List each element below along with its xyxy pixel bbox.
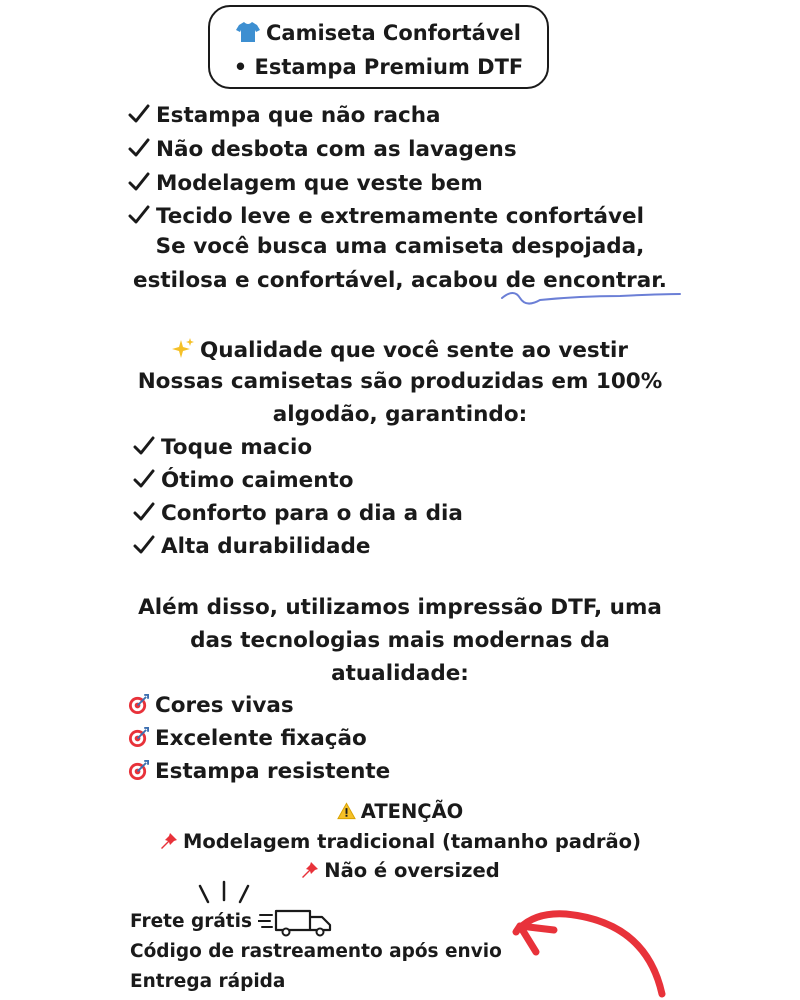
- target-icon: [128, 760, 149, 781]
- checkmark-icon: [128, 104, 150, 124]
- benefit-label: Tecido leve e extremamente confortável: [156, 204, 645, 229]
- underline-squiggle: [500, 282, 685, 312]
- quality-heading-text: Qualidade que você sente ao vestir: [200, 338, 628, 363]
- title-line-1: [210, 21, 547, 45]
- benefit-item: [128, 104, 441, 127]
- checkmark-icon: [128, 205, 150, 225]
- quality-line-1: Nossas camisetas são produzidas em 100%: [137, 369, 663, 394]
- benefit-label: Não desbota com as lavagens: [156, 137, 517, 162]
- checkmark-icon: [133, 502, 155, 522]
- shipping-item-label: Entrega rápida: [130, 971, 286, 992]
- shipping-item-label: Frete grátis: [130, 911, 253, 932]
- checkmark-icon: [128, 172, 150, 192]
- title-box: [208, 5, 549, 89]
- benefit-item: [128, 172, 483, 195]
- target-icon: [128, 727, 149, 748]
- delivery-truck-icon: [258, 906, 334, 938]
- quality-item: [133, 469, 354, 492]
- shipping-item-label: Código de rastreamento após envio: [130, 941, 502, 962]
- checkmark-icon: [133, 535, 155, 555]
- attention-item-label: Modelagem tradicional (tamanho padrão): [183, 830, 641, 853]
- quality-item-label: Ótimo caimento: [161, 468, 354, 493]
- quality-line-2: algodão, garantindo:: [272, 402, 528, 427]
- dtf-item-label: Cores vivas: [155, 693, 294, 718]
- warning-icon: [337, 802, 356, 820]
- quality-item: [133, 502, 463, 525]
- attention-heading-text: ATENÇÃO: [360, 800, 464, 823]
- shipping-item: [130, 911, 252, 932]
- quality-item-label: Toque macio: [161, 435, 313, 460]
- title-text-1: Camiseta Confortável: [266, 21, 521, 45]
- checkmark-icon: [133, 469, 155, 489]
- title-line-2: • Estampa Premium DTF: [233, 55, 524, 79]
- attention-item: [0, 859, 800, 882]
- quality-item-label: Alta durabilidade: [161, 534, 371, 559]
- dtf-item: [128, 727, 367, 750]
- pushpin-icon: [159, 831, 179, 851]
- pitch-line-1: Se você busca uma camiseta despojada,: [155, 234, 645, 259]
- quality-item: [133, 436, 312, 459]
- emphasis-lines: [196, 880, 256, 910]
- attention-heading: [0, 800, 800, 823]
- dtf-line-2: das tecnologias mais modernas da: [190, 628, 610, 653]
- dtf-item: [128, 694, 294, 717]
- dtf-line-3: atualidade:: [331, 661, 469, 686]
- benefit-label: Modelagem que veste bem: [156, 171, 483, 196]
- checkmark-icon: [133, 436, 155, 456]
- checkmark-icon: [128, 138, 150, 158]
- attention-item: [0, 830, 800, 853]
- quality-item-label: Conforto para o dia a dia: [161, 501, 463, 526]
- dtf-item: [128, 760, 390, 783]
- dtf-item-label: Excelente fixação: [155, 726, 367, 751]
- quality-heading: [0, 338, 800, 362]
- sparkles-icon: [172, 338, 194, 360]
- pitch-line-2: estilosa e confortável, acabou de encontrar.: [133, 268, 667, 293]
- shipping-item: [130, 971, 285, 992]
- tshirt-icon: [236, 21, 260, 43]
- attention-item-label: Não é oversized: [324, 859, 500, 882]
- benefit-item: [128, 205, 644, 228]
- quality-item: [133, 535, 370, 558]
- benefit-item: [128, 138, 517, 161]
- dtf-line-1: Além disso, utilizamos impressão DTF, uma: [138, 595, 662, 620]
- shipping-item: [130, 941, 502, 962]
- pushpin-icon: [300, 860, 320, 880]
- dtf-item-label: Estampa resistente: [155, 759, 391, 784]
- benefit-label: Estampa que não racha: [156, 103, 441, 128]
- red-arrow: [506, 902, 676, 998]
- target-icon: [128, 694, 149, 715]
